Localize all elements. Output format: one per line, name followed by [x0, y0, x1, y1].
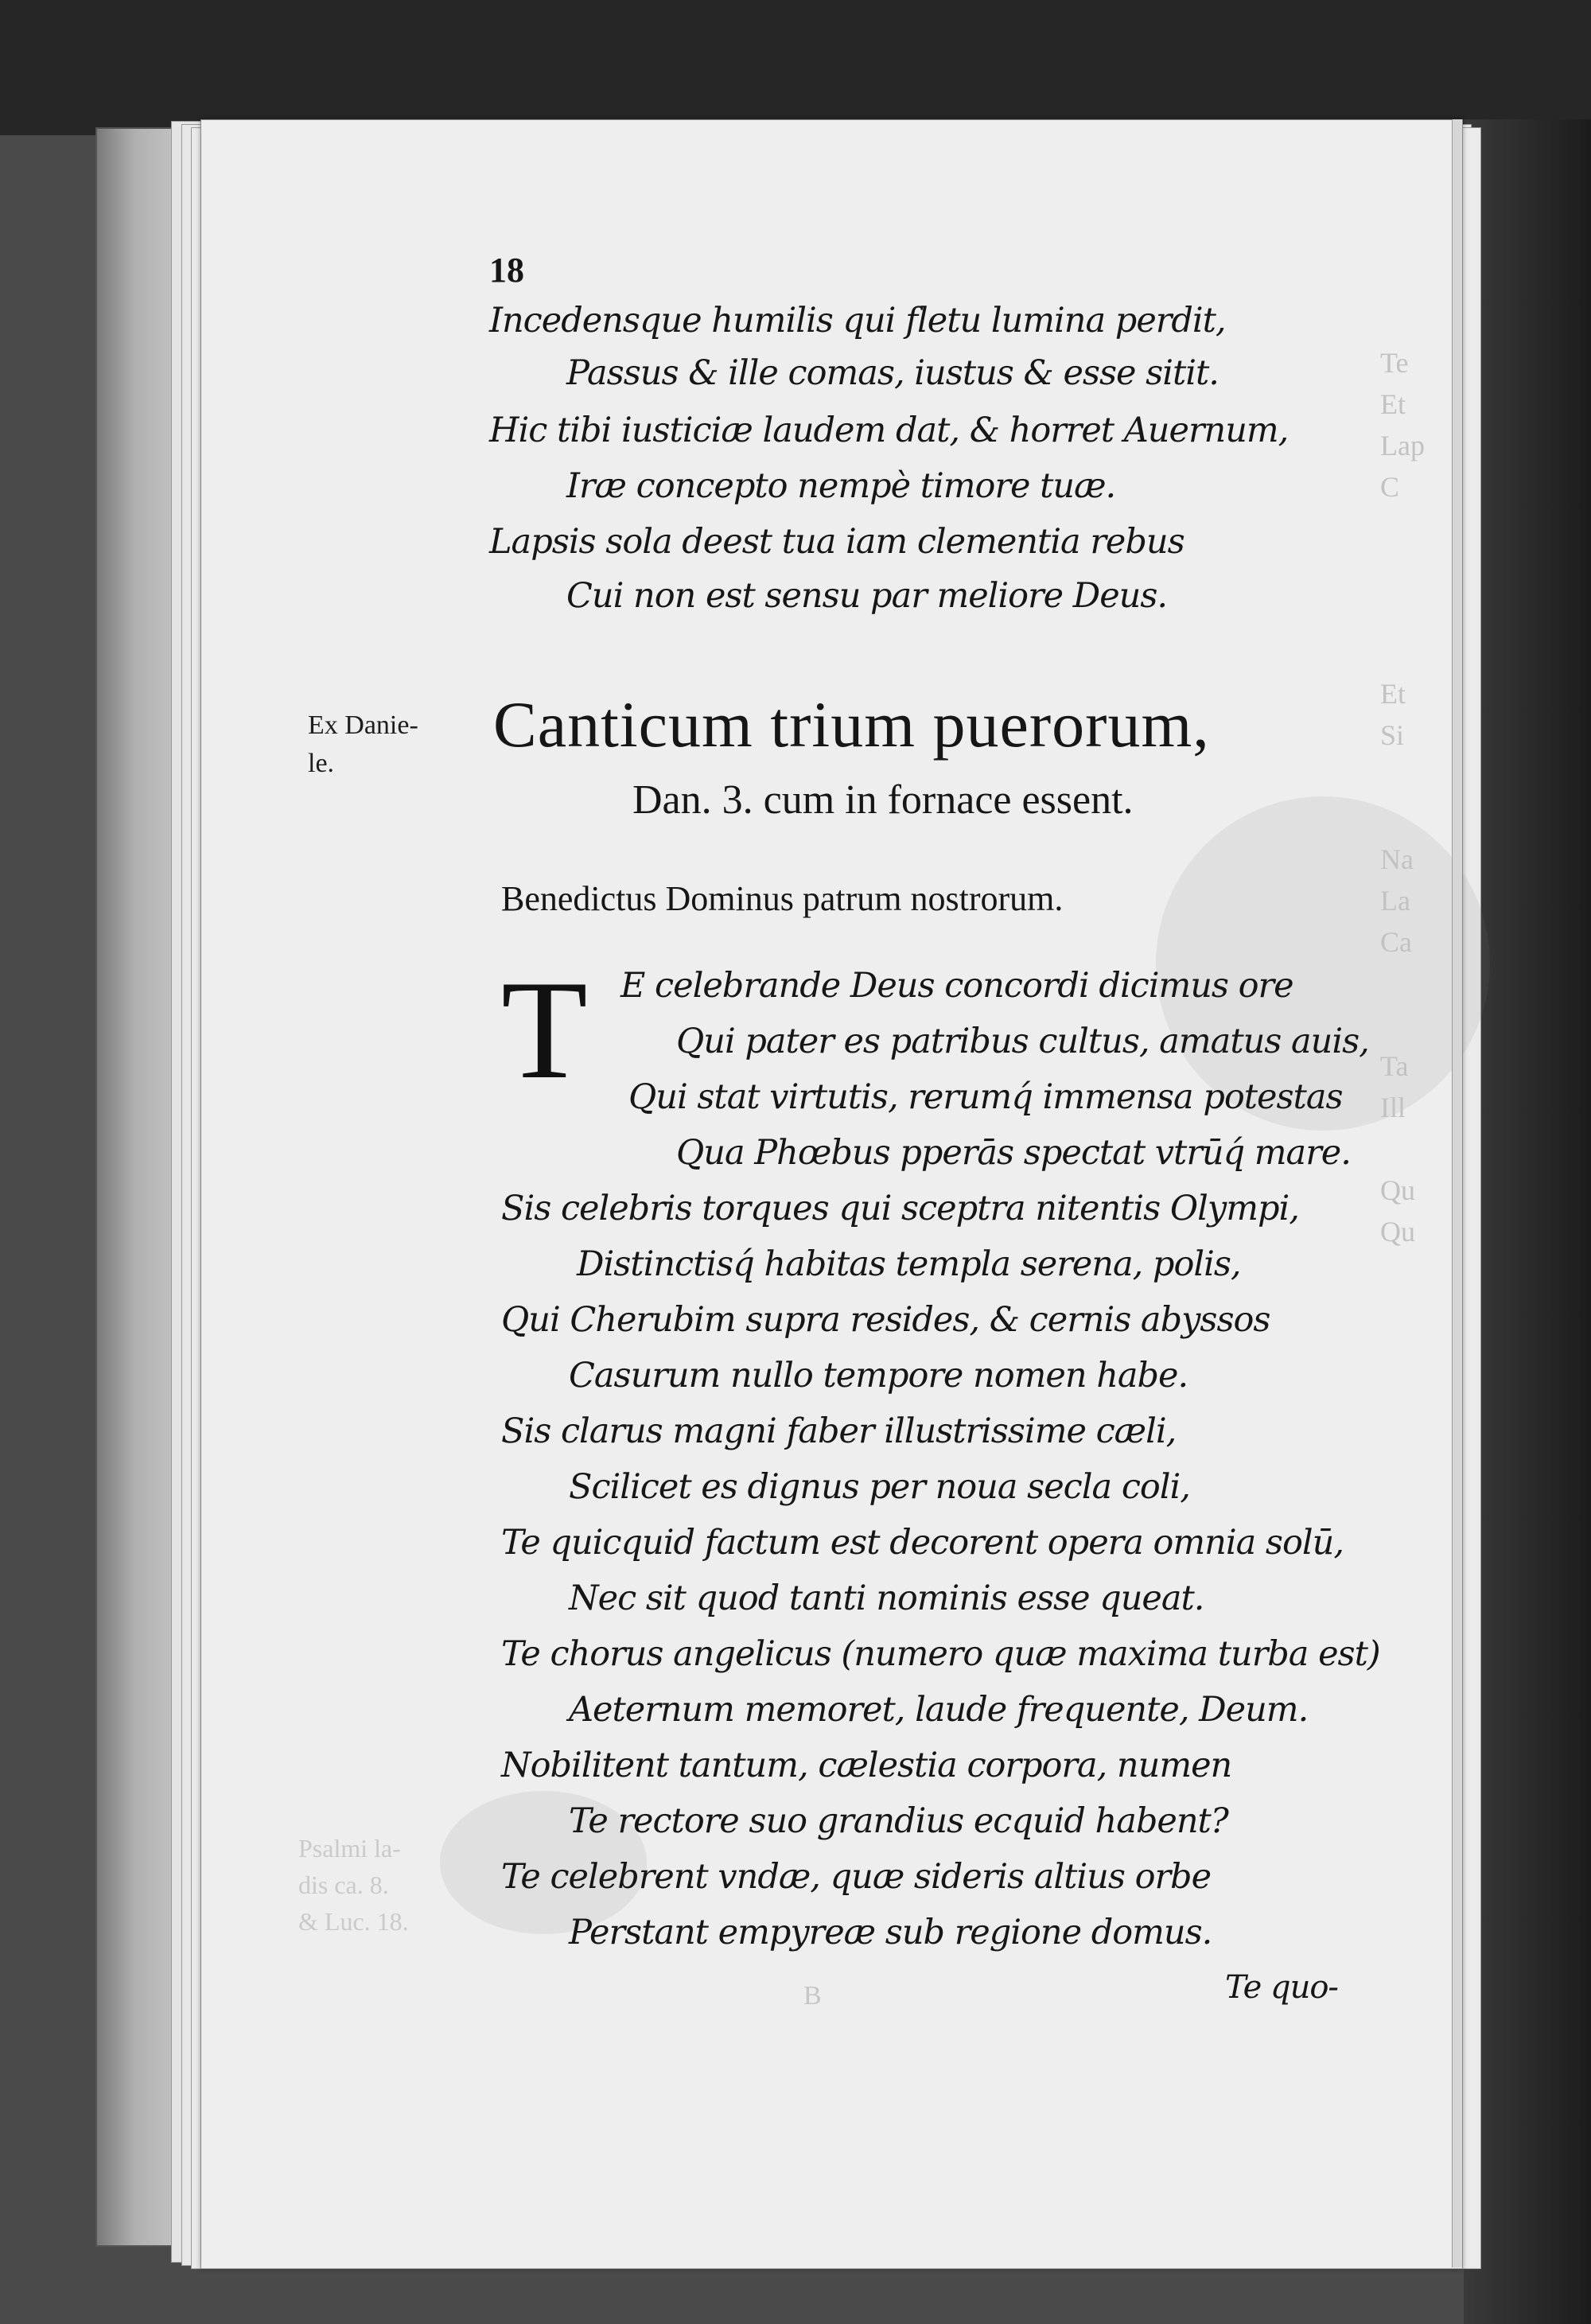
verse-line: Incedensque humilis qui fletu lumina perdit, [489, 301, 1226, 341]
verse-line: Distinctisq́ habitas templa serena, polis, [577, 1244, 1241, 1284]
verse-line: E celebrande Deus concordi dicimus ore [620, 966, 1293, 1006]
verse-line: Cui non est sensu par meliore Deus. [566, 576, 1168, 616]
verse-line: Nobilitent tantum, cælestia corpora, numen [501, 1746, 1232, 1785]
verse-line: Qui stat virtutis, rerumq́ immensa potestas [628, 1077, 1343, 1117]
verse-line: Qui Cherubim supra resides, & cernis abyssos [501, 1300, 1270, 1340]
verse-line: Qua Phœbus pperās spectat vtrūq́ mare. [676, 1133, 1351, 1173]
page-number: 18 [489, 251, 524, 290]
show-through-signature: B [803, 1981, 822, 2011]
scanner-backdrop-right [1464, 119, 1591, 2324]
section-heading: Canticum trium puerorum, [493, 688, 1210, 761]
refrain-line: Benedictus Dominus patrum nostrorum. [501, 879, 1064, 918]
show-through-right: Te Et Lap C Et Si Na La Ca Ta Ill Qu Qu [1380, 347, 1425, 1248]
verse-line: Aeternum memoret, laude frequente, Deum. [569, 1690, 1309, 1730]
verse-line: Scilicet es dignus per noua secla coli, [569, 1467, 1190, 1507]
catchword: Te quo- [1225, 1969, 1338, 2006]
verse-line: Passus & ille comas, iustus & esse sitit. [566, 353, 1219, 393]
drop-cap: T [501, 951, 588, 1108]
verse-line: Te celebrent vndæ, quæ sideris altius orbe [501, 1857, 1212, 1897]
verse-line: Te quicquid factum est decorent opera omnia solū, [501, 1523, 1344, 1563]
verse-line: Casurum nullo tempore nomen habe. [569, 1356, 1188, 1396]
verse-line: Qui pater es patribus cultus, amatus auis, [676, 1022, 1369, 1061]
verse-line: Iræ concepto nempè timore tuæ. [566, 466, 1116, 506]
verse-line: Hic tibi iusticiæ laudem dat, & horret Auernum, [489, 411, 1289, 450]
verse-line: Perstant empyreæ sub regione domus. [569, 1913, 1212, 1952]
verse-line: Sis clarus magni faber illustrissime cæli, [501, 1411, 1177, 1451]
verse-line: Sis celebris torques qui sceptra nitentis Olympi, [501, 1189, 1299, 1228]
marginal-note: Ex Danie- le. [308, 710, 418, 778]
section-subheading: Dan. 3. cum in fornace essent. [632, 777, 1134, 823]
verse-line: Te chorus angelicus (numero quæ maxima turba est) [501, 1634, 1380, 1674]
verse-line: Lapsis sola deest tua iam clementia rebus [489, 522, 1184, 562]
scanner-backdrop-top [0, 0, 1591, 135]
verse-line: Nec sit quod tanti nominis esse queat. [569, 1579, 1204, 1618]
verse-line: Te rectore suo grandius ecquid habent? [569, 1801, 1228, 1841]
show-through-left: Psalmi la- dis ca. 8. & Luc. 18. [298, 1834, 409, 1936]
page-fore-edge [1452, 119, 1462, 2268]
